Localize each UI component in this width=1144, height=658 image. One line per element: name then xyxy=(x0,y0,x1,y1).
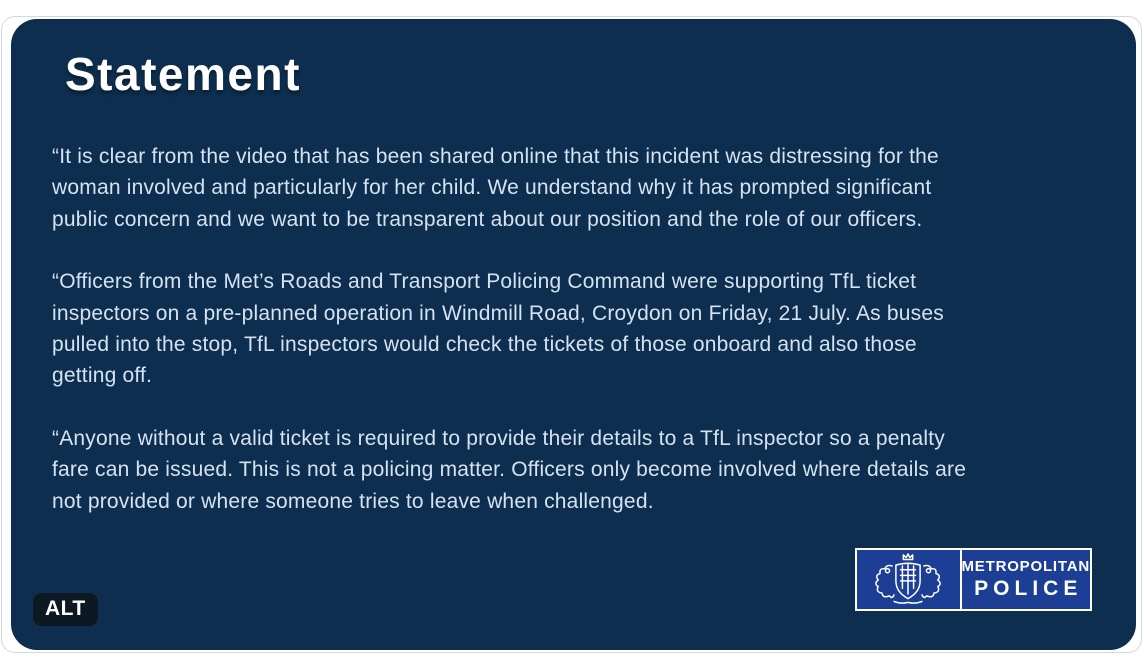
paragraph-2 xyxy=(52,266,1112,392)
alt-badge[interactable]: ALT xyxy=(33,593,98,626)
logo-text xyxy=(962,550,1090,609)
statement-card xyxy=(11,19,1136,650)
paragraph-3 xyxy=(52,423,1112,517)
logo-line-police: POLICE xyxy=(974,577,1083,601)
text-line: “It is clear from the video that has been shared online that this incident was distressing for the xyxy=(52,145,939,168)
text-line: woman involved and particularly for her child. We understand why it has prompted significant xyxy=(52,176,932,200)
met-police-logo xyxy=(855,548,1092,611)
text-line: fare can be issued. This is not a policing matter. Officers only become involved where details are xyxy=(52,458,967,482)
logo-line-metropolitan: METROPOLITAN xyxy=(961,557,1090,575)
text-line: not provided or where someone tries to leave when challenged. xyxy=(52,489,654,513)
met-police-crest-icon xyxy=(857,550,960,609)
text-line: inspectors on a pre-planned operation in Windmill Road, Croydon on Friday, 21 July. As buses xyxy=(52,301,944,325)
tweet-media-frame[interactable] xyxy=(1,16,1142,653)
text-line: pulled into the stop, TfL inspectors would check the tickets of those onboard and also those xyxy=(52,333,917,357)
text-line: public concern and we want to be transparent about our position and the role of our officers. xyxy=(52,207,923,231)
text-line: getting off. xyxy=(52,364,153,388)
paragraph-1 xyxy=(52,141,1112,235)
statement-body xyxy=(52,141,1112,517)
text-line: “Officers from the Met’s Roads and Transport Policing Command were supporting TfL ticket xyxy=(52,270,917,294)
text-line: “Anyone without a valid ticket is required to provide their details to a TfL inspector so a penalty xyxy=(52,426,945,450)
page-title: Statement xyxy=(65,48,301,100)
